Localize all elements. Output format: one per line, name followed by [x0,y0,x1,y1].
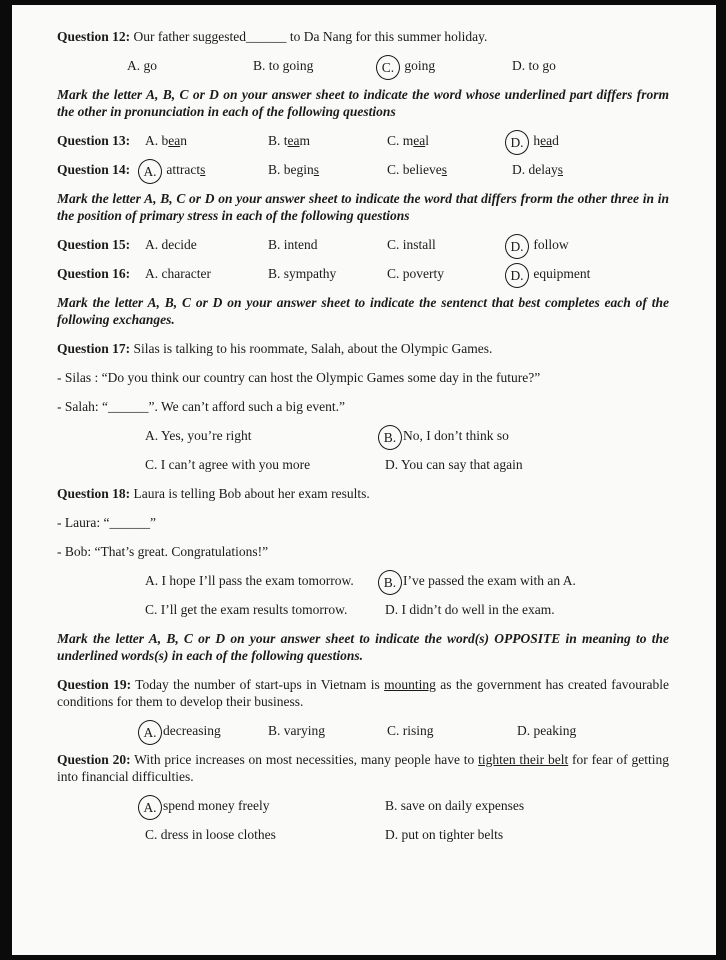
question-17-label: Question 17: [57,341,131,356]
option-text: intend [283,237,318,252]
option-letter: D. [517,723,531,738]
option-letter: B. [268,266,281,281]
option-letter: D. [512,162,526,177]
answer-circle [378,425,402,450]
option-b [268,722,387,739]
question-18-options-row-2 [57,601,669,618]
option-letter: D. [512,58,526,73]
question-13-label: Question 13: [57,133,131,148]
option-word [162,133,187,148]
option-b [268,236,387,253]
option-text: rising [402,723,434,738]
option-letter: A. [145,266,159,281]
answer-circle [505,130,529,155]
option-text: I can’t agree with you more [160,457,311,472]
option-a [145,572,385,589]
option-d [385,601,669,618]
exam-page [12,5,716,955]
option-c [145,456,385,473]
question-20-label: Question 20: [57,752,131,767]
option-letter: D. [385,827,399,842]
option-text: I’ll get the exam results tomorrow. [160,602,348,617]
option-b [268,132,387,149]
option-letter: B. [268,237,281,252]
option-d [512,132,669,149]
question-20-options-row-1 [57,797,669,814]
option-letter: C. [145,602,158,617]
option-letter: A. [143,799,157,815]
question-19-options [57,722,669,739]
option-b [253,57,383,74]
word-post: m [299,133,311,148]
option-b [385,572,669,589]
option-text: varying [283,723,326,738]
option-letter: C. [387,237,400,252]
option-text: go [143,58,157,73]
option-letter: D. [385,457,399,472]
option-letter: A. [143,724,157,740]
option-letter: A. [145,573,159,588]
option-d [385,826,669,843]
word-underlined: s [557,162,564,177]
question-12-text: Our father suggested______ to Da Nang for this summer holiday. [133,29,488,44]
question-18-text: Laura is telling Bob about her exam results. [133,486,370,501]
option-text: I didn’t do well in the exam. [401,602,555,617]
question-12-label: Question 12: [57,29,131,44]
option-letter: C. [387,162,400,177]
option-text: character [161,266,211,281]
question-18 [57,485,669,502]
option-d [512,57,669,74]
question-18-dialogue-2: - Bob: “That’s great. Congratulations!” [57,544,269,559]
option-c [387,236,512,253]
question-15 [57,236,669,253]
answer-circle [138,159,162,184]
option-letter: B. [383,429,397,445]
option-text: decreasing [163,723,221,738]
option-text: equipment [533,266,591,281]
word-post: n [180,133,187,148]
option-text: I hope I’ll pass the exam tomorrow. [161,573,354,588]
word-pre: attract [166,162,201,177]
option-letter: B. [268,162,281,177]
word-pre: delay [528,162,558,177]
option-text: to go [528,58,556,73]
option-letter: B. [268,133,281,148]
option-text: dress in loose clothes [160,827,276,842]
word-underlined: ea [540,133,553,148]
instruction-exchanges: Mark the letter A, B, C or D on your answer sheet to indicate the sentenct that best completes each of the following exchanges. [57,295,669,327]
question-19-text-post: as the government has created favourable conditions for them to develop their business. [57,677,669,709]
word-underlined: ea [168,133,181,148]
option-letter: D. [510,134,524,150]
option-letter: D. [510,267,524,283]
option-c [387,265,512,282]
option-text: put on tighter belts [401,827,504,842]
option-c [387,161,512,178]
question-17-dialogue-1: - Silas : “Do you think our country can host the Olympic Games some day in the future?” [57,370,541,385]
question-20-options-row-2 [57,826,669,843]
option-word [403,133,429,148]
option-text: poverty [402,266,445,281]
question-14 [57,161,669,178]
word-pre: m [402,133,414,148]
question-19 [57,676,669,710]
question-20 [57,751,669,785]
word-underlined: s [313,162,320,177]
option-a [145,236,268,253]
option-d [517,722,669,739]
option-word [403,162,447,177]
option-text: Yes, you’re right [161,428,252,443]
question-17 [57,340,669,357]
option-b [268,161,387,178]
word-pre: b [161,133,169,148]
word-underlined: s [441,162,448,177]
option-text: follow [533,237,569,252]
question-18-label: Question 18: [57,486,131,501]
word-underlined: ea [287,133,300,148]
option-text: decide [161,237,197,252]
option-c [387,722,517,739]
option-d [512,161,669,178]
question-12 [57,28,669,45]
word-underlined: ea [413,133,426,148]
option-letter: A. [127,58,141,73]
word-underlined: s [200,162,206,177]
option-letter: A. [145,428,159,443]
option-text: peaking [533,723,577,738]
option-letter: B. [253,58,266,73]
question-14-label: Question 14: [57,162,131,177]
option-d [512,236,669,253]
option-word [284,133,310,148]
option-text: sympathy [283,266,337,281]
question-17-text: Silas is talking to his roommate, Salah, about the Olympic Games. [133,341,493,356]
option-text: save on daily expenses [400,798,525,813]
word-pre: begin [283,162,314,177]
instruction-stress: Mark the letter A, B, C or D on your answer sheet to indicate the word that differs frorm the other three in in the position of primary stress in each of the following questions [57,191,669,223]
answer-circle [376,55,400,80]
option-letter: D. [385,602,399,617]
option-a [145,427,385,444]
option-word [166,162,205,177]
question-13 [57,132,669,149]
option-letter: C. [145,827,158,842]
option-a [145,161,268,178]
option-a [145,132,268,149]
option-text: spend money freely [163,798,270,813]
question-18-dialogue-1: - Laura: “______” [57,515,156,530]
question-19-text-pre: Today the number of start-ups in Vietnam is [135,677,385,692]
option-word [529,162,564,177]
option-c [383,57,512,74]
question-20-text-post: for fear of getting into financial difficulties. [57,752,669,784]
option-a [127,57,253,74]
word-pre: t [283,133,288,148]
question-17-options-row-2 [57,456,669,473]
question-16 [57,265,669,282]
answer-circle [138,720,162,745]
question-18-options-row-1 [57,572,669,589]
option-letter: C. [387,266,400,281]
option-text: to going [268,58,314,73]
question-19-label: Question 19: [57,677,132,692]
option-letter: A. [145,237,159,252]
option-letter: A. [143,163,157,179]
question-17-dialogue-2: - Salah: “______”. We can’t afford such a big event.” [57,399,345,414]
question-12-options [57,57,669,74]
question-19-underlined-word: mounting [384,677,436,692]
option-a [145,797,385,814]
option-d [385,456,669,473]
option-letter: B. [385,798,398,813]
question-17-options-row-1 [57,427,669,444]
word-pre: h [533,133,541,148]
option-a [145,722,268,739]
option-d [512,265,669,282]
option-letter: C. [145,457,158,472]
option-letter: D. [510,238,524,254]
option-text: No, I don’t think so [403,428,509,443]
question-20-text-pre: With price increases on most necessities, many people have to [134,752,479,767]
question-16-label: Question 16: [57,266,131,281]
option-word [533,133,558,148]
option-letter: C. [387,723,400,738]
instruction-pronunciation: Mark the letter A, B, C or D on your answer sheet to indicate the word whose underlined part differs frorm the other in pronunciation in each of the following questions [57,87,669,119]
option-letter: C. [381,59,395,75]
option-letter: B. [268,723,281,738]
option-a [145,265,268,282]
option-letter: B. [383,574,397,590]
question-20-underlined-phrase: tighten their belt [478,752,569,767]
option-letter: A. [145,133,159,148]
answer-circle [378,570,402,595]
option-c [145,601,385,618]
word-post: l [425,133,430,148]
word-pre: believe [402,162,442,177]
option-b [385,797,669,814]
word-post: d [552,133,559,148]
option-b [385,427,669,444]
answer-circle [505,263,529,288]
option-text: going [404,58,436,73]
option-c [387,132,512,149]
option-b [268,265,387,282]
question-15-label: Question 15: [57,237,131,252]
option-letter: C. [387,133,400,148]
option-text: install [402,237,436,252]
option-c [145,826,385,843]
option-word [284,162,319,177]
option-text: I’ve passed the exam with an A. [403,573,576,588]
instruction-opposite: Mark the letter A, B, C or D on your answer sheet to indicate the word(s) OPPOSITE in meaning to the underlined words(s) in each of the following questions. [57,631,669,663]
option-text: You can say that again [401,457,523,472]
answer-circle [138,795,162,820]
answer-circle [505,234,529,259]
